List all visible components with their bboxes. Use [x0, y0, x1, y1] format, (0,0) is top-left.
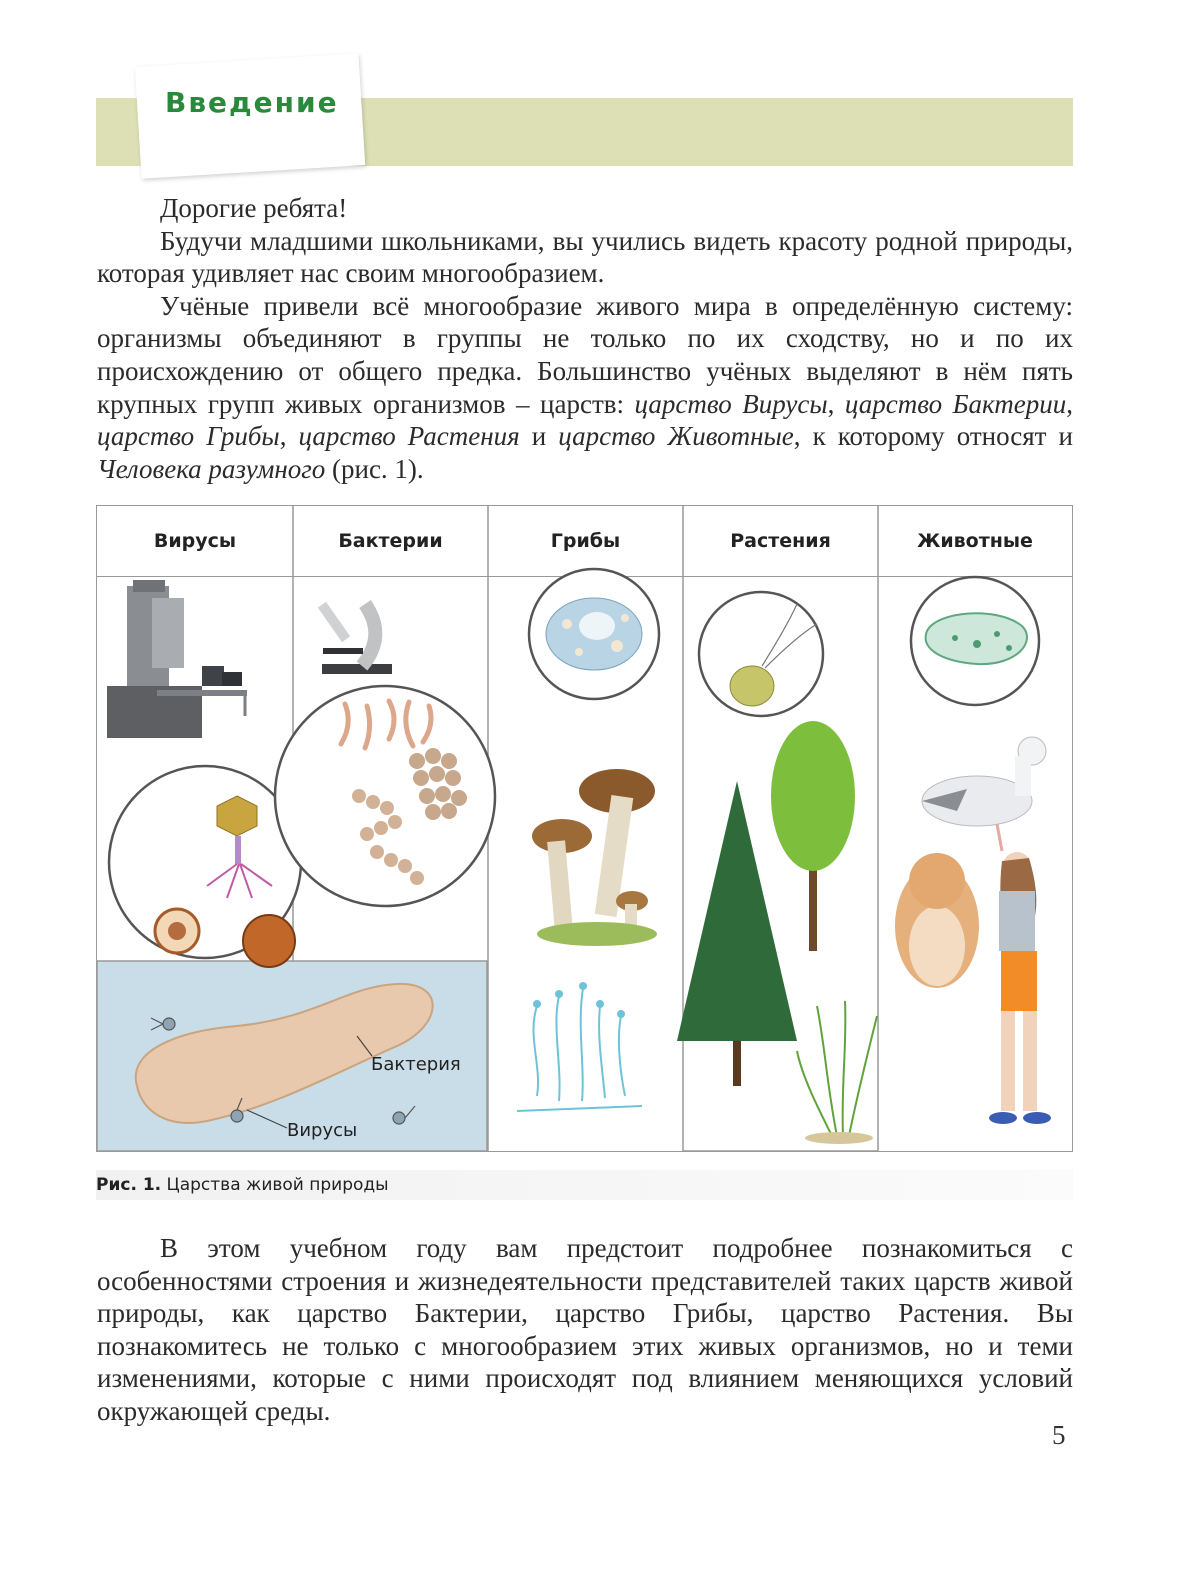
sep-2: , [1066, 388, 1074, 419]
girl-icon [989, 852, 1051, 1124]
hamster-icon [895, 853, 979, 988]
protozoa-circle [911, 577, 1039, 705]
kingdom-term-plants: царство Растения [298, 421, 520, 452]
column-header-animals: Животные [878, 506, 1072, 577]
intro-text [97, 192, 1073, 485]
column-header-plants: Растения [683, 506, 878, 577]
page-number: 5 [1052, 1420, 1066, 1450]
figure-caption-text: Царства живой природы [161, 1175, 389, 1195]
intro-paragraph-2 [97, 290, 1073, 486]
kingdoms-figure [96, 505, 1073, 1152]
electron-microscope-icon [107, 580, 247, 738]
column-header-fungi: Грибы [488, 506, 683, 577]
outro-text [97, 1232, 1073, 1428]
light-microscope-icon [318, 602, 392, 674]
column-header-viruses: Вирусы [97, 506, 293, 577]
deciduous-tree-icon [771, 721, 855, 951]
sep-3: , [279, 421, 299, 452]
fungus-cell-circle [529, 569, 659, 699]
bacterium-label: Бактерия [371, 1054, 461, 1075]
figure-caption [96, 1170, 1073, 1200]
alga-cell-circle [699, 592, 823, 716]
column-header-bacteria: Бактерии [293, 506, 488, 577]
kingdom-term-fungi: царство Грибы [97, 421, 280, 452]
sep-5: , к которому относят и [793, 421, 1073, 452]
mold-icon [517, 982, 642, 1111]
term-homo-sapiens: Человека разумного [97, 453, 326, 484]
viruses-label: Вирусы [287, 1120, 358, 1141]
intro-p2-start: Учёные привели всё многообразие живого мира в определённую систему: организмы объединяют в группы не только по их сходству, но и по их происхождению от общего предка. Большинство учёных выделяют в нём пять крупных групп живых организмов – царств: [97, 290, 1073, 419]
outro-paragraph-1: В этом учебном году вам предстоит подробнее познакомиться с особенностями строения и жизнедеятельности представителей таких царств живой природы, как царство Бактерии, царство Грибы, царство Растения. Вы познакомитесь не только с многообразием этих живых организмов, но и теми изменениями, которые с ними происходят под влиянием меняющихся условий окружающей среды. [97, 1233, 1073, 1426]
sep-4: и [519, 421, 559, 452]
grass-icon [797, 1001, 877, 1144]
greeting: Дорогие ребята! [160, 193, 348, 223]
seagull-icon [922, 737, 1046, 851]
bacteria-circle [275, 686, 495, 906]
figure-caption-number: Рис. 1. [96, 1175, 162, 1195]
virus-circle [109, 766, 301, 967]
intro-p2-end: (рис. 1). [325, 453, 424, 484]
sep-1: , [827, 388, 845, 419]
kingdoms-illustration [97, 506, 1072, 1151]
kingdom-term-bacteria: царство Бактерии [844, 388, 1067, 419]
kingdom-term-animals: царство Животные [558, 421, 794, 452]
mushrooms-icon [532, 769, 657, 946]
chapter-title: Введение [165, 86, 339, 119]
intro-paragraph-1: Будучи младшими школьниками, вы учились видеть красоту родной природы, которая удивляет нас своим многообразием. [97, 225, 1073, 289]
kingdom-term-viruses: царство Вирусы [634, 388, 828, 419]
